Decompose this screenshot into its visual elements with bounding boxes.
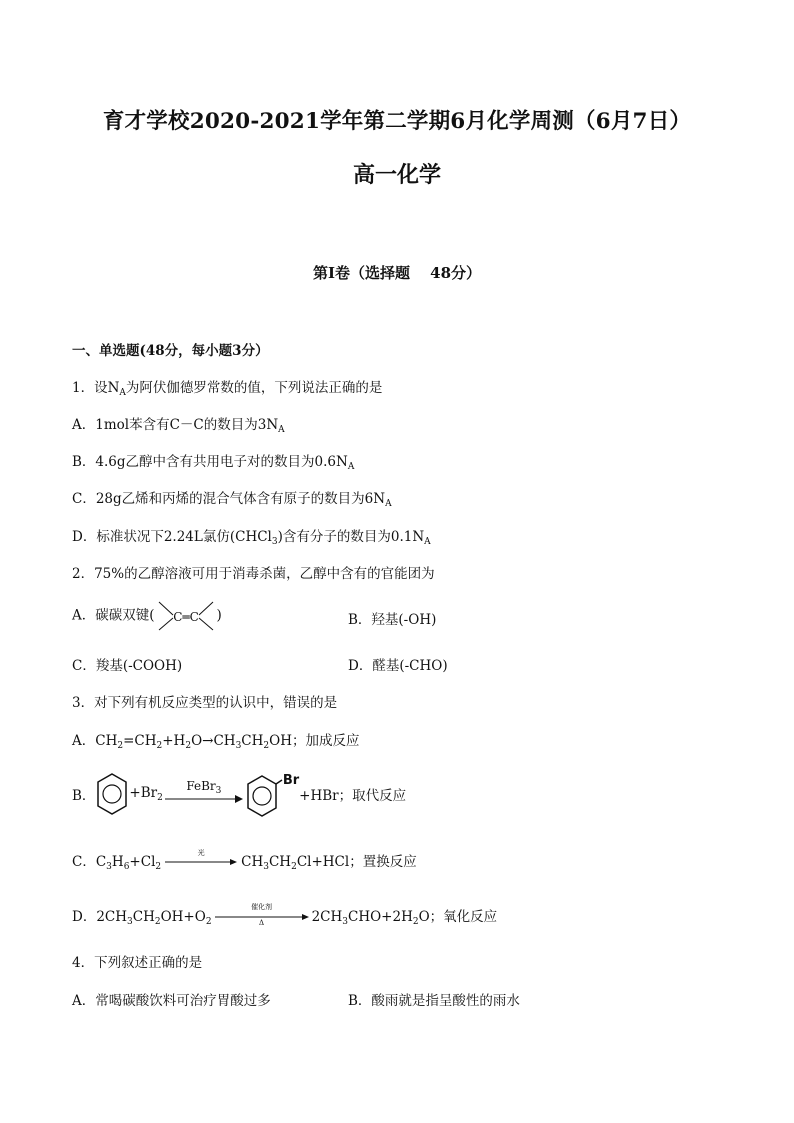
question-3-stem: 3．对下列有机反应类型的认识中，错误的是 [72, 695, 338, 711]
question-1-stem: 1．设$N_A$为阿伏伽德罗常数的值，下列说法正确的是 [72, 380, 383, 398]
question-1-option-d: D．标准状况下2.24L氯仿(CHCl$_3$)含有分子的数目为$0.1N_A$ [72, 529, 431, 547]
question-2-option-c: C．羧基(-COOH) [72, 658, 183, 674]
question-4-option-b: B．酸雨就是指呈酸性的雨水 [348, 993, 520, 1009]
double-bond-structure [155, 598, 217, 634]
question-2-option-d: D．醛基(-CHO) [348, 658, 448, 674]
benzene-ring-icon [95, 770, 129, 818]
part-heading: 一、单选题(48分，每小题3分） [72, 343, 269, 359]
catalyst-label: FeBr$_3$ [186, 779, 222, 796]
question-2-option-a: A．碳碳双键( C═C ) [72, 598, 222, 634]
question-1-option-b: B．4.6g乙醇中含有共用电子对的数目为$0.6N_A$ [72, 454, 355, 472]
heat-condition-label: Δ [259, 918, 265, 927]
section-title: 第I卷（选择题 48分） [312, 264, 482, 282]
reaction-arrow-c [165, 848, 237, 872]
question-4-stem: 4．下列叙述正确的是 [72, 955, 203, 971]
question-4-option-a: A．常喝碳酸饮料可治疗胃酸过多 [72, 993, 271, 1009]
question-1-option-c: C．28g乙烯和丙烯的混合气体含有原子的数目为$6N_A$ [72, 491, 392, 509]
question-1-option-a: A．1mol苯含有C－C的数目为$3N_A$ [72, 417, 285, 435]
page-subtitle: 高一化学 [352, 162, 441, 188]
bromine-label: Br [282, 772, 300, 788]
page-title: 育才学校2020-2021学年第二学期6月化学周测（6月7日） [102, 109, 692, 134]
light-condition-label: 光 [197, 848, 205, 857]
reaction-arrow-d [215, 902, 309, 927]
question-2-option-b: B．羟基(-OH) [348, 612, 437, 628]
question-2-stem: 2．75%的乙醇溶液可用于消毒杀菌，乙醇中含有的官能团为 [72, 566, 435, 582]
question-3-option-d: D．$2CH_3CH_2OH+O_2$ 催化剂 Δ $2CH_3CHO+2H_2O$；氧化反应 [72, 902, 498, 927]
question-3-option-c: C．$C_3H_6+Cl_2$ 光 $CH_3CH_2Cl+HCl$；置换反应 [72, 848, 417, 872]
catalyst-condition-label: 催化剂 [251, 902, 273, 911]
question-3-option-b: B． $+Br_2$ FeBr$_3$ Br+HBr；取代反应 [72, 770, 406, 818]
reaction-arrow-b [165, 779, 243, 809]
double-bond-label: C═C [172, 610, 199, 624]
question-3-option-a: A．$CH_2=CH_2+H_2O\to CH_3CH_2OH$；加成反应 [72, 733, 360, 751]
